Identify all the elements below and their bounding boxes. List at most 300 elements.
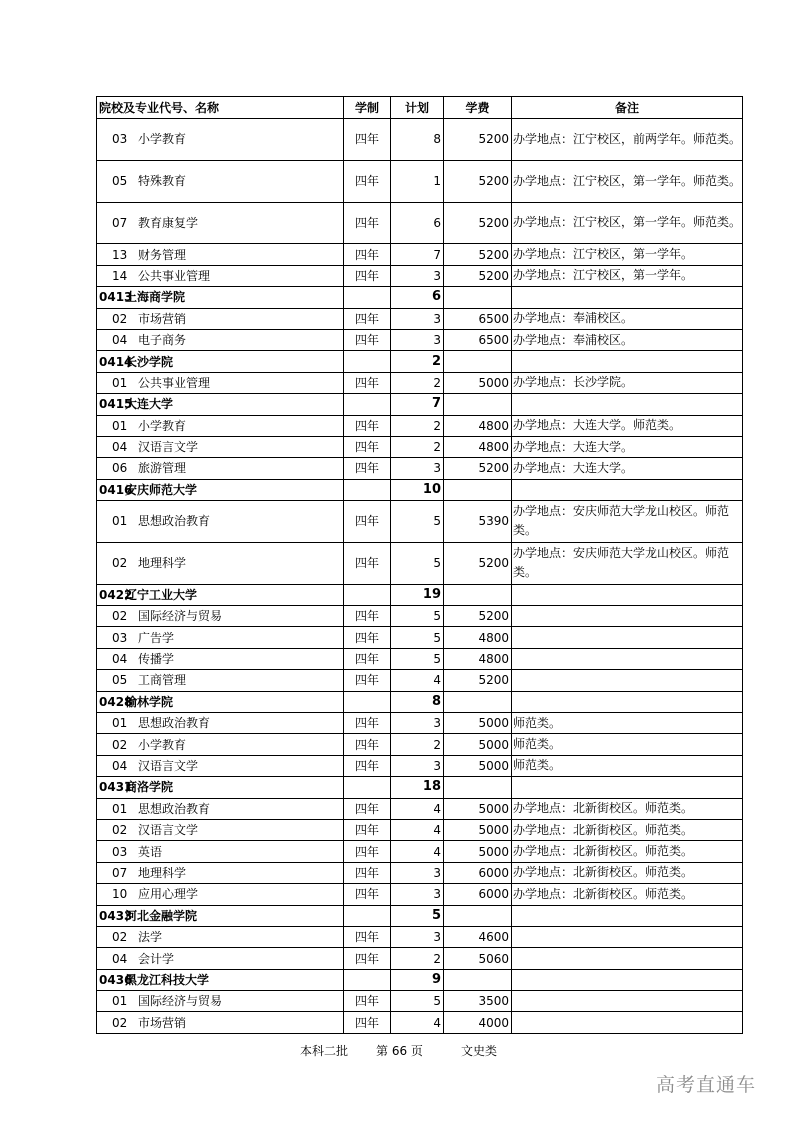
name-cell bbox=[97, 308, 344, 329]
notes-cell bbox=[512, 969, 743, 990]
name-cell bbox=[97, 862, 344, 883]
plan-cell: 2 bbox=[391, 415, 444, 436]
name-cell bbox=[97, 627, 344, 648]
code: 04 bbox=[112, 951, 128, 966]
name-cell bbox=[97, 119, 344, 161]
name-cell bbox=[97, 265, 344, 286]
duration-cell: 四年 bbox=[344, 798, 391, 819]
code: 04 bbox=[112, 333, 128, 348]
plan-cell: 6 bbox=[391, 287, 444, 308]
duration-cell: 四年 bbox=[344, 627, 391, 648]
duration-cell: 四年 bbox=[344, 1012, 391, 1033]
code: 02 bbox=[112, 1015, 128, 1030]
tuition-cell: 5200 bbox=[444, 670, 512, 691]
name-cell bbox=[97, 160, 344, 202]
tuition-cell: 5060 bbox=[444, 948, 512, 969]
major-name: 国际经济与贸易 bbox=[138, 609, 223, 624]
name-cell bbox=[97, 1012, 344, 1033]
code: 02 bbox=[112, 311, 128, 326]
name-cell bbox=[97, 436, 344, 457]
major-name: 市场营销 bbox=[138, 1015, 187, 1030]
name-cell bbox=[97, 948, 344, 969]
major-row bbox=[97, 648, 743, 669]
duration-cell: 四年 bbox=[344, 202, 391, 244]
code: 04 bbox=[112, 652, 128, 667]
notes-cell: 师范类。 bbox=[512, 713, 743, 734]
name-cell bbox=[97, 713, 344, 734]
plan-cell: 2 bbox=[391, 436, 444, 457]
major-name: 汉语言文学 bbox=[138, 758, 199, 773]
name-cell bbox=[97, 905, 344, 926]
notes-cell bbox=[512, 777, 743, 798]
plan-cell: 2 bbox=[391, 734, 444, 755]
plan-cell: 5 bbox=[391, 606, 444, 627]
plan-cell: 5 bbox=[391, 627, 444, 648]
plan-cell: 8 bbox=[391, 119, 444, 161]
school-name: 长沙学院 bbox=[125, 354, 174, 369]
code: 0414 bbox=[99, 354, 133, 369]
school-name: 黑龙江科技大学 bbox=[125, 972, 210, 987]
plan-cell: 9 bbox=[391, 969, 444, 990]
school-name: 辽宁工业大学 bbox=[125, 587, 198, 602]
tuition-cell: 5000 bbox=[444, 755, 512, 776]
plan-cell: 2 bbox=[391, 351, 444, 372]
tuition-cell: 5200 bbox=[444, 542, 512, 584]
code: 01 bbox=[112, 801, 128, 816]
tuition-cell: 4800 bbox=[444, 627, 512, 648]
duration-cell: 四年 bbox=[344, 436, 391, 457]
school-name: 大连大学 bbox=[125, 397, 174, 412]
duration-cell: 四年 bbox=[344, 884, 391, 905]
name-cell bbox=[97, 691, 344, 712]
plan-cell: 1 bbox=[391, 160, 444, 202]
tuition-cell: 6500 bbox=[444, 329, 512, 350]
major-row bbox=[97, 798, 743, 819]
major-name: 市场营销 bbox=[138, 311, 187, 326]
name-cell bbox=[97, 798, 344, 819]
tuition-cell: 5000 bbox=[444, 734, 512, 755]
name-cell bbox=[97, 606, 344, 627]
duration-cell: 四年 bbox=[344, 160, 391, 202]
tuition-cell: 4000 bbox=[444, 1012, 512, 1033]
tuition-cell: 4800 bbox=[444, 415, 512, 436]
notes-cell: 办学地点：北新街校区。师范类。 bbox=[512, 841, 743, 862]
duration-cell bbox=[344, 777, 391, 798]
tuition-cell: 5200 bbox=[444, 265, 512, 286]
duration-cell: 四年 bbox=[344, 819, 391, 840]
plan-cell: 10 bbox=[391, 479, 444, 500]
notes-cell: 办学地点：江宁校区，第一学年。师范类。 bbox=[512, 202, 743, 244]
code: 13 bbox=[112, 247, 128, 262]
code: 03 bbox=[112, 630, 128, 645]
major-name: 地理科学 bbox=[138, 865, 187, 880]
name-cell bbox=[97, 841, 344, 862]
duration-cell: 四年 bbox=[344, 841, 391, 862]
duration-cell bbox=[344, 479, 391, 500]
major-name: 地理科学 bbox=[138, 556, 187, 571]
duration-cell: 四年 bbox=[344, 606, 391, 627]
major-name: 法学 bbox=[138, 930, 163, 945]
code: 04 bbox=[112, 440, 128, 455]
code: 05 bbox=[112, 174, 128, 189]
header-plan: 计划 bbox=[391, 97, 444, 119]
major-row bbox=[97, 458, 743, 479]
notes-cell: 办学地点：大连大学。 bbox=[512, 458, 743, 479]
footer-page: 第 66 页 bbox=[376, 1044, 423, 1058]
tuition-cell: 6000 bbox=[444, 862, 512, 883]
notes-cell: 办学地点：北新街校区。师范类。 bbox=[512, 798, 743, 819]
notes-cell bbox=[512, 905, 743, 926]
school-name: 上海商学院 bbox=[125, 290, 186, 305]
major-row bbox=[97, 841, 743, 862]
duration-cell: 四年 bbox=[344, 458, 391, 479]
plan-cell: 7 bbox=[391, 394, 444, 415]
plan-cell: 2 bbox=[391, 372, 444, 393]
notes-cell bbox=[512, 670, 743, 691]
code: 06 bbox=[112, 461, 128, 476]
plan-cell: 19 bbox=[391, 584, 444, 605]
plan-cell: 4 bbox=[391, 1012, 444, 1033]
tuition-cell bbox=[444, 691, 512, 712]
duration-cell: 四年 bbox=[344, 948, 391, 969]
school-row bbox=[97, 479, 743, 500]
notes-cell bbox=[512, 606, 743, 627]
tuition-cell bbox=[444, 394, 512, 415]
school-row bbox=[97, 584, 743, 605]
major-name: 财务管理 bbox=[138, 247, 187, 262]
code: 02 bbox=[112, 609, 128, 624]
school-row bbox=[97, 394, 743, 415]
major-name: 英语 bbox=[138, 844, 163, 859]
notes-cell: 办学地点：北新街校区。师范类。 bbox=[512, 862, 743, 883]
code: 07 bbox=[112, 215, 128, 230]
notes-cell: 办学地点：奉浦校区。 bbox=[512, 308, 743, 329]
notes-cell: 师范类。 bbox=[512, 734, 743, 755]
code: 02 bbox=[112, 930, 128, 945]
code: 0413 bbox=[99, 290, 133, 305]
major-row bbox=[97, 372, 743, 393]
code: 01 bbox=[112, 716, 128, 731]
footer-category: 文史类 bbox=[461, 1044, 498, 1058]
duration-cell bbox=[344, 905, 391, 926]
name-cell bbox=[97, 777, 344, 798]
notes-cell bbox=[512, 948, 743, 969]
name-cell bbox=[97, 479, 344, 500]
notes-cell bbox=[512, 394, 743, 415]
duration-cell bbox=[344, 969, 391, 990]
major-row bbox=[97, 415, 743, 436]
tuition-cell bbox=[444, 287, 512, 308]
school-name: 安庆师范大学 bbox=[125, 482, 198, 497]
tuition-cell: 4800 bbox=[444, 648, 512, 669]
notes-cell: 办学地点：大连大学。 bbox=[512, 436, 743, 457]
plan-cell: 5 bbox=[391, 501, 444, 543]
major-name: 旅游管理 bbox=[138, 461, 187, 476]
major-name: 特殊教育 bbox=[138, 174, 187, 189]
plan-cell: 5 bbox=[391, 991, 444, 1012]
duration-cell: 四年 bbox=[344, 542, 391, 584]
name-cell bbox=[97, 415, 344, 436]
plan-cell: 3 bbox=[391, 265, 444, 286]
major-row bbox=[97, 202, 743, 244]
name-cell bbox=[97, 734, 344, 755]
major-row bbox=[97, 308, 743, 329]
tuition-cell bbox=[444, 777, 512, 798]
duration-cell bbox=[344, 287, 391, 308]
plan-cell: 3 bbox=[391, 713, 444, 734]
major-row bbox=[97, 755, 743, 776]
school-row bbox=[97, 905, 743, 926]
duration-cell: 四年 bbox=[344, 755, 391, 776]
plan-cell: 8 bbox=[391, 691, 444, 712]
duration-cell: 四年 bbox=[344, 244, 391, 265]
code: 01 bbox=[112, 375, 128, 390]
duration-cell: 四年 bbox=[344, 862, 391, 883]
major-row bbox=[97, 160, 743, 202]
name-cell bbox=[97, 394, 344, 415]
plan-cell: 5 bbox=[391, 648, 444, 669]
duration-cell: 四年 bbox=[344, 926, 391, 947]
duration-cell: 四年 bbox=[344, 670, 391, 691]
code: 02 bbox=[112, 556, 128, 571]
code: 01 bbox=[112, 514, 128, 529]
name-cell bbox=[97, 351, 344, 372]
code: 0422 bbox=[99, 587, 133, 602]
notes-cell bbox=[512, 1012, 743, 1033]
school-row bbox=[97, 777, 743, 798]
duration-cell: 四年 bbox=[344, 713, 391, 734]
tuition-cell: 5200 bbox=[444, 606, 512, 627]
notes-cell: 办学地点：奉浦校区。 bbox=[512, 329, 743, 350]
duration-cell: 四年 bbox=[344, 501, 391, 543]
notes-cell: 办学地点：长沙学院。 bbox=[512, 372, 743, 393]
tuition-cell: 5200 bbox=[444, 458, 512, 479]
school-name: 河北金融学院 bbox=[125, 908, 198, 923]
major-row bbox=[97, 991, 743, 1012]
major-row bbox=[97, 734, 743, 755]
tuition-cell: 5200 bbox=[444, 202, 512, 244]
notes-cell bbox=[512, 479, 743, 500]
major-name: 公共事业管理 bbox=[138, 375, 211, 390]
duration-cell: 四年 bbox=[344, 119, 391, 161]
school-row bbox=[97, 351, 743, 372]
notes-cell: 办学地点：安庆师范大学龙山校区。师范类。 bbox=[512, 501, 743, 543]
major-name: 思想政治教育 bbox=[138, 801, 211, 816]
code: 05 bbox=[112, 673, 128, 688]
notes-cell bbox=[512, 991, 743, 1012]
major-name: 公共事业管理 bbox=[138, 268, 211, 283]
name-cell bbox=[97, 542, 344, 584]
plan-cell: 6 bbox=[391, 202, 444, 244]
tuition-cell: 6500 bbox=[444, 308, 512, 329]
notes-cell bbox=[512, 627, 743, 648]
tuition-cell: 4600 bbox=[444, 926, 512, 947]
major-row bbox=[97, 819, 743, 840]
notes-cell: 办学地点：江宁校区，前两学年。师范类。 bbox=[512, 119, 743, 161]
code: 10 bbox=[112, 887, 128, 902]
duration-cell: 四年 bbox=[344, 329, 391, 350]
major-name: 汉语言文学 bbox=[138, 823, 199, 838]
major-name: 国际经济与贸易 bbox=[138, 994, 223, 1009]
major-row bbox=[97, 670, 743, 691]
notes-cell bbox=[512, 691, 743, 712]
tuition-cell: 6000 bbox=[444, 884, 512, 905]
plan-cell: 4 bbox=[391, 798, 444, 819]
plan-cell: 3 bbox=[391, 926, 444, 947]
plan-cell: 3 bbox=[391, 329, 444, 350]
code: 02 bbox=[112, 823, 128, 838]
plan-cell: 5 bbox=[391, 542, 444, 584]
major-row bbox=[97, 884, 743, 905]
plan-cell: 7 bbox=[391, 244, 444, 265]
name-cell bbox=[97, 372, 344, 393]
school-name: 商洛学院 bbox=[125, 780, 174, 795]
tuition-cell: 3500 bbox=[444, 991, 512, 1012]
tuition-cell: 5000 bbox=[444, 372, 512, 393]
tuition-cell bbox=[444, 351, 512, 372]
name-cell bbox=[97, 926, 344, 947]
major-row bbox=[97, 926, 743, 947]
notes-cell bbox=[512, 351, 743, 372]
duration-cell bbox=[344, 394, 391, 415]
plan-cell: 3 bbox=[391, 755, 444, 776]
notes-cell: 办学地点：江宁校区，第一学年。师范类。 bbox=[512, 160, 743, 202]
notes-cell bbox=[512, 926, 743, 947]
tuition-cell bbox=[444, 479, 512, 500]
major-row bbox=[97, 436, 743, 457]
code: 04 bbox=[112, 758, 128, 773]
name-cell bbox=[97, 670, 344, 691]
plan-cell: 4 bbox=[391, 819, 444, 840]
tuition-cell: 5200 bbox=[444, 160, 512, 202]
code: 0433 bbox=[99, 908, 133, 923]
header-name: 院校及专业代号、名称 bbox=[97, 97, 344, 119]
major-name: 教育康复学 bbox=[138, 215, 199, 230]
major-name: 小学教育 bbox=[138, 737, 187, 752]
notes-cell bbox=[512, 584, 743, 605]
notes-cell: 办学地点：北新街校区。师范类。 bbox=[512, 884, 743, 905]
major-name: 会计学 bbox=[138, 951, 175, 966]
notes-cell: 办学地点：安庆师范大学龙山校区。师范类。 bbox=[512, 542, 743, 584]
name-cell bbox=[97, 648, 344, 669]
name-cell bbox=[97, 755, 344, 776]
major-row bbox=[97, 329, 743, 350]
major-row bbox=[97, 501, 743, 543]
plan-cell: 18 bbox=[391, 777, 444, 798]
plan-cell: 3 bbox=[391, 308, 444, 329]
name-cell bbox=[97, 244, 344, 265]
name-cell bbox=[97, 501, 344, 543]
notes-cell: 师范类。 bbox=[512, 755, 743, 776]
notes-cell bbox=[512, 287, 743, 308]
school-row bbox=[97, 969, 743, 990]
code: 0428 bbox=[99, 694, 133, 709]
major-name: 传播学 bbox=[138, 652, 175, 667]
header-notes: 备注 bbox=[512, 97, 743, 119]
code: 03 bbox=[112, 844, 128, 859]
plan-cell: 3 bbox=[391, 884, 444, 905]
major-name: 广告学 bbox=[138, 630, 175, 645]
major-row bbox=[97, 265, 743, 286]
duration-cell: 四年 bbox=[344, 734, 391, 755]
code: 07 bbox=[112, 865, 128, 880]
code: 14 bbox=[112, 268, 128, 283]
plan-cell: 3 bbox=[391, 862, 444, 883]
admission-plan-table bbox=[96, 96, 743, 1034]
major-row bbox=[97, 627, 743, 648]
notes-cell: 办学地点：北新街校区。师范类。 bbox=[512, 819, 743, 840]
tuition-cell bbox=[444, 905, 512, 926]
school-name: 榆林学院 bbox=[125, 694, 174, 709]
duration-cell: 四年 bbox=[344, 415, 391, 436]
name-cell bbox=[97, 991, 344, 1012]
code: 0436 bbox=[99, 972, 133, 987]
plan-cell: 4 bbox=[391, 841, 444, 862]
name-cell bbox=[97, 458, 344, 479]
name-cell bbox=[97, 884, 344, 905]
tuition-cell: 5000 bbox=[444, 819, 512, 840]
major-row bbox=[97, 713, 743, 734]
code: 02 bbox=[112, 737, 128, 752]
plan-cell: 3 bbox=[391, 458, 444, 479]
tuition-cell: 5390 bbox=[444, 501, 512, 543]
tuition-cell: 5200 bbox=[444, 119, 512, 161]
major-row bbox=[97, 244, 743, 265]
school-row bbox=[97, 287, 743, 308]
code: 0415 bbox=[99, 397, 133, 412]
name-cell bbox=[97, 287, 344, 308]
duration-cell bbox=[344, 351, 391, 372]
plan-cell: 2 bbox=[391, 948, 444, 969]
tuition-cell: 5200 bbox=[444, 244, 512, 265]
header-tuition: 学费 bbox=[444, 97, 512, 119]
major-name: 应用心理学 bbox=[138, 887, 199, 902]
major-name: 思想政治教育 bbox=[138, 716, 211, 731]
duration-cell: 四年 bbox=[344, 648, 391, 669]
major-name: 小学教育 bbox=[138, 132, 187, 147]
duration-cell: 四年 bbox=[344, 308, 391, 329]
code: 0416 bbox=[99, 482, 133, 497]
major-row bbox=[97, 862, 743, 883]
major-row bbox=[97, 606, 743, 627]
major-row bbox=[97, 542, 743, 584]
major-name: 电子商务 bbox=[138, 333, 187, 348]
plan-cell: 4 bbox=[391, 670, 444, 691]
duration-cell: 四年 bbox=[344, 265, 391, 286]
major-name: 汉语言文学 bbox=[138, 440, 199, 455]
major-row bbox=[97, 119, 743, 161]
major-name: 工商管理 bbox=[138, 673, 187, 688]
duration-cell: 四年 bbox=[344, 991, 391, 1012]
tuition-cell bbox=[444, 584, 512, 605]
major-row bbox=[97, 948, 743, 969]
name-cell bbox=[97, 202, 344, 244]
name-cell bbox=[97, 329, 344, 350]
duration-cell: 四年 bbox=[344, 372, 391, 393]
notes-cell: 办学地点：江宁校区，第一学年。 bbox=[512, 265, 743, 286]
code: 0431 bbox=[99, 780, 133, 795]
duration-cell bbox=[344, 584, 391, 605]
major-name: 小学教育 bbox=[138, 418, 187, 433]
tuition-cell: 5000 bbox=[444, 798, 512, 819]
school-row bbox=[97, 691, 743, 712]
code: 01 bbox=[112, 994, 128, 1009]
name-cell bbox=[97, 819, 344, 840]
notes-cell: 办学地点：大连大学。师范类。 bbox=[512, 415, 743, 436]
name-cell bbox=[97, 969, 344, 990]
code: 03 bbox=[112, 132, 128, 147]
header-duration: 学制 bbox=[344, 97, 391, 119]
